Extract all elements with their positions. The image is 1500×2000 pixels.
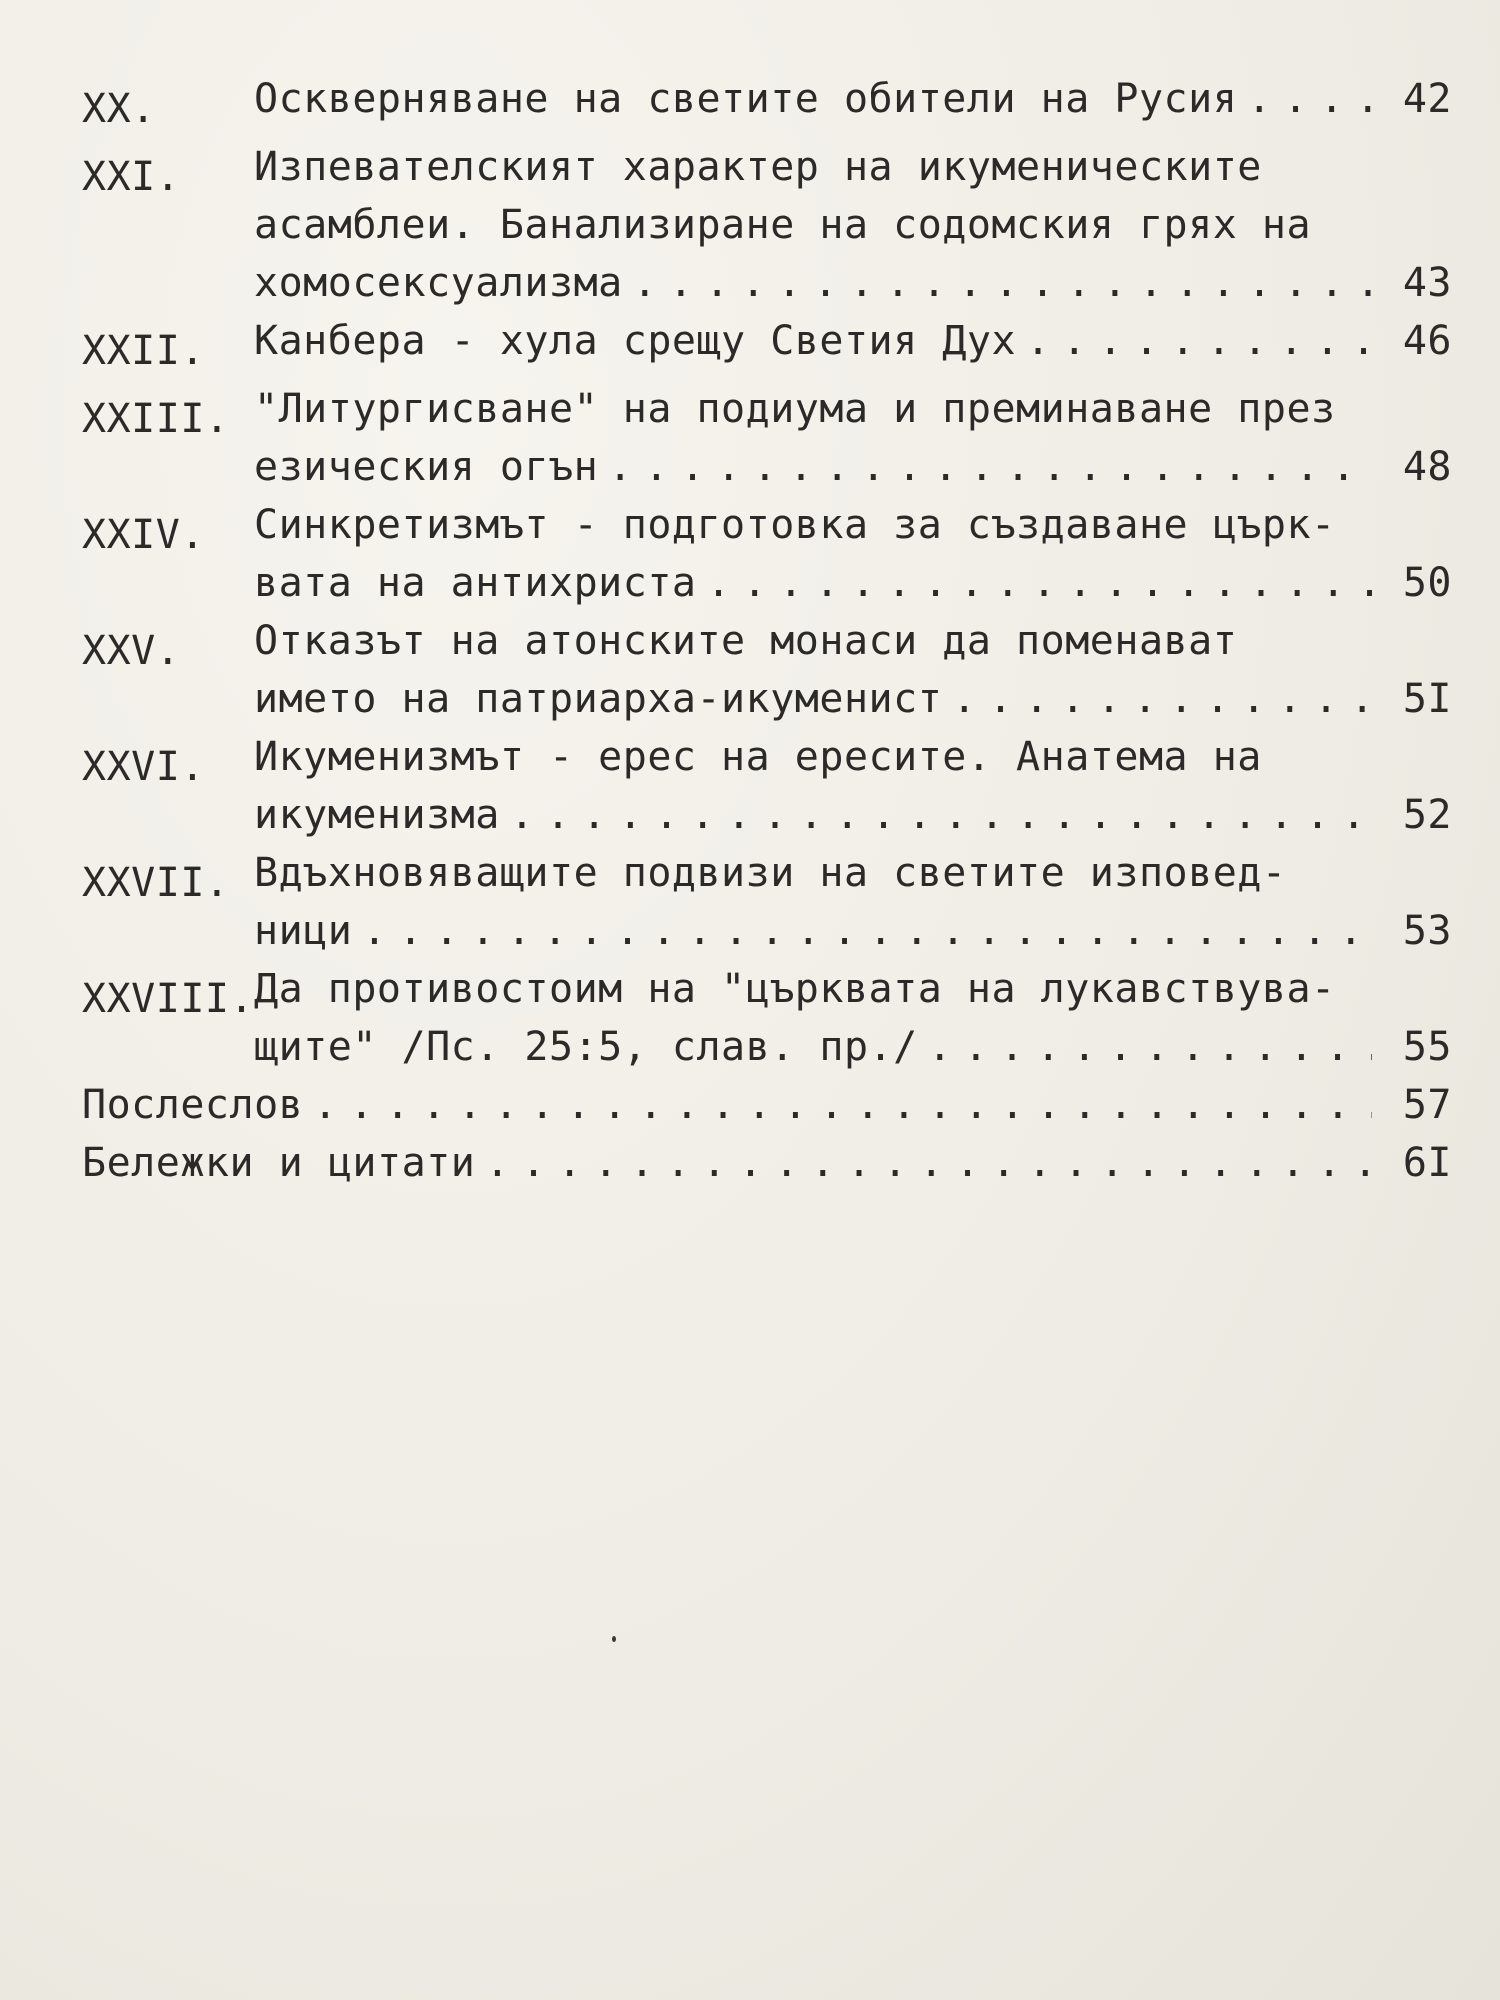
chapter-number: XXII. bbox=[82, 328, 205, 374]
toc-entry bbox=[82, 380, 1452, 496]
dot-leader bbox=[1247, 70, 1372, 128]
chapter-title-line: икуменизма bbox=[254, 792, 500, 838]
page-number: 57 bbox=[1402, 1082, 1452, 1128]
ink-speck bbox=[612, 1636, 616, 1642]
toc-entry bbox=[82, 312, 1452, 380]
dot-leader bbox=[608, 438, 1372, 496]
chapter-number: XXVIII. bbox=[82, 976, 255, 1022]
toc-entry bbox=[82, 612, 1452, 728]
chapter-number: XXI. bbox=[82, 154, 181, 200]
chapter-title bbox=[254, 844, 1452, 960]
page-number: 52 bbox=[1402, 792, 1452, 838]
chapter-title bbox=[254, 312, 1452, 370]
chapter-title bbox=[254, 138, 1452, 312]
chapter-title-line: езическия огън bbox=[254, 444, 599, 490]
page-number: 42 bbox=[1402, 76, 1452, 122]
page-number: 50 bbox=[1402, 560, 1452, 606]
chapter-title bbox=[254, 612, 1452, 728]
dot-leader bbox=[362, 902, 1372, 960]
toc-entry bbox=[82, 70, 1452, 138]
page-number: 6I bbox=[1402, 1140, 1452, 1186]
chapter-title-line: Синкретизмът - подготовка за създаване църк- bbox=[254, 502, 1336, 548]
toc-entry-notes bbox=[82, 1134, 1452, 1192]
chapter-number: XXIII. bbox=[82, 396, 230, 442]
chapter-number: XXVI. bbox=[82, 744, 205, 790]
chapter-title-line: хомосексуализма bbox=[254, 260, 623, 306]
chapter-title bbox=[254, 70, 1452, 128]
chapter-number: XXIV. bbox=[82, 512, 205, 558]
chapter-title-line: Икуменизмът - ерес на ересите. Анатема на bbox=[254, 734, 1262, 780]
chapter-title-line: вата на антихриста bbox=[254, 560, 697, 606]
toc-entry bbox=[82, 844, 1452, 960]
chapter-title bbox=[254, 496, 1452, 612]
chapter-title-line: Отказът на атонските монаси да поменават bbox=[254, 618, 1238, 664]
chapter-number: XXV. bbox=[82, 628, 181, 674]
toc-entry-afterword bbox=[82, 1076, 1452, 1134]
page-number: 5I bbox=[1402, 676, 1452, 722]
toc-entry bbox=[82, 728, 1452, 844]
page-number: 55 bbox=[1402, 1024, 1452, 1070]
page-number: 53 bbox=[1402, 908, 1452, 954]
chapter-title-line: ници bbox=[254, 908, 353, 954]
toc-entry bbox=[82, 138, 1452, 312]
chapter-title bbox=[254, 380, 1452, 496]
chapter-number: XX. bbox=[82, 86, 156, 132]
chapter-title-line: щите" /Пс. 25:5, слав. пр./ bbox=[254, 1024, 918, 1070]
dot-leader bbox=[952, 670, 1372, 728]
chapter-title-line: Да противостоим на "църквата на лукавствува- bbox=[254, 966, 1336, 1012]
section-title: Бележки и цитати bbox=[82, 1140, 476, 1186]
dot-leader bbox=[510, 786, 1372, 844]
toc-entry bbox=[82, 496, 1452, 612]
dot-leader bbox=[928, 1018, 1372, 1076]
chapter-title-line: асамблеи. Банализиране на содомския грях на bbox=[254, 202, 1312, 248]
dot-leader bbox=[633, 254, 1372, 312]
dot-leader bbox=[706, 554, 1372, 612]
chapter-title-line: "Литургисване" на подиума и преминаване през bbox=[254, 386, 1336, 432]
page-number: 43 bbox=[1402, 260, 1452, 306]
dot-leader bbox=[313, 1076, 1372, 1134]
table-of-contents bbox=[82, 70, 1452, 1192]
chapter-title-line: Изпевателският характер на икуменическите bbox=[254, 144, 1262, 190]
dot-leader bbox=[1026, 312, 1372, 370]
chapter-title-line: името на патриарха-икуменист bbox=[254, 676, 943, 722]
dot-leader bbox=[485, 1134, 1372, 1192]
chapter-title bbox=[254, 960, 1452, 1076]
chapter-title bbox=[254, 728, 1452, 844]
page-number: 48 bbox=[1402, 444, 1452, 490]
page-number: 46 bbox=[1402, 318, 1452, 364]
chapter-title-line: Оскверняване на светите обители на Русия bbox=[254, 76, 1238, 122]
section-title: Послеслов bbox=[82, 1082, 304, 1128]
chapter-title-line: Канбера - хула срещу Светия Дух bbox=[254, 318, 1017, 364]
toc-entry bbox=[82, 960, 1452, 1076]
chapter-number: XXVII. bbox=[82, 860, 230, 906]
chapter-title-line: Вдъхновяващите подвизи на светите изповед- bbox=[254, 850, 1287, 896]
